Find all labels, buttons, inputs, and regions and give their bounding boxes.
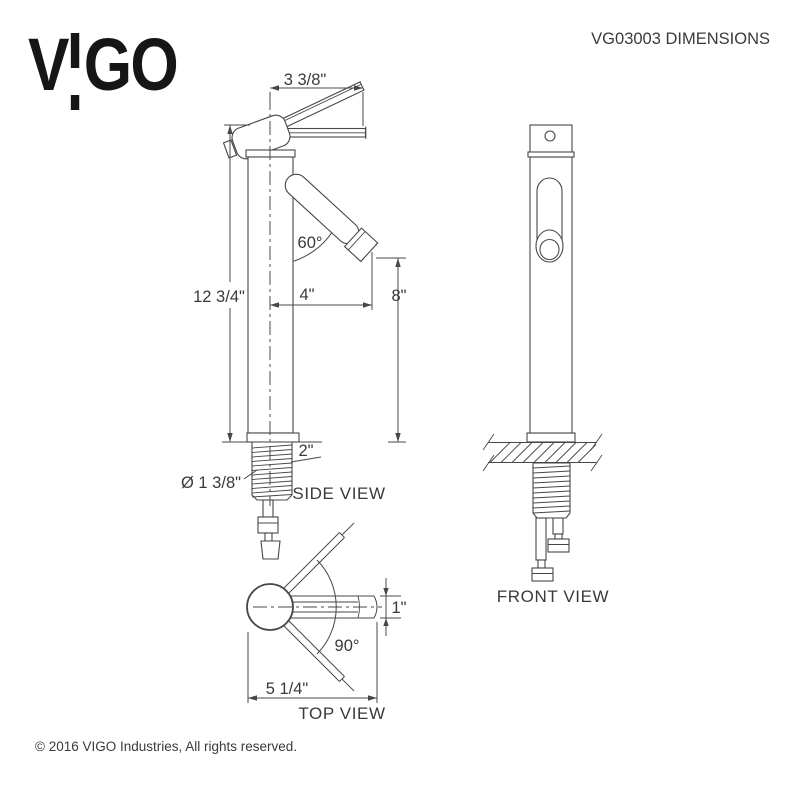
dim-spout-reach: 4" [299, 286, 315, 304]
document-title: VG03003 DIMENSIONS [591, 30, 770, 48]
dimension-labels [181, 71, 407, 698]
dim-spout-angle: 60° [297, 234, 323, 252]
dim-shank-length: 2" [298, 442, 314, 460]
base-flange-side [247, 433, 299, 442]
top-view-label: TOP VIEW [298, 704, 386, 723]
spout-side [280, 169, 378, 262]
front-view-drawing [483, 125, 602, 581]
dim-overall-reach: 5 1/4" [265, 680, 309, 698]
dim-shank-diameter: Ø 1 3/8" [181, 474, 241, 492]
copyright-notice: © 2016 VIGO Industries, All rights reserved. [35, 739, 298, 754]
dim-handle-length: 3 3/8" [283, 71, 327, 89]
dim-spout-height: 8" [391, 287, 407, 305]
logo-letter-v: V [28, 23, 68, 106]
dim-handle-swing: 90° [334, 637, 360, 655]
side-view-label: SIDE VIEW [292, 484, 386, 503]
handle-screw-hole [545, 131, 555, 141]
front-view-label: FRONT VIEW [496, 587, 610, 606]
supply-hose-side [258, 500, 280, 559]
dim-overall-height: 12 3/4" [193, 288, 245, 306]
supply-hoses-front [532, 518, 569, 581]
logo-letters-go: GO [83, 23, 178, 106]
base-flange-front [527, 433, 575, 442]
spout-outlet-inner [540, 240, 559, 260]
dim-spout-width: 1" [391, 599, 407, 617]
